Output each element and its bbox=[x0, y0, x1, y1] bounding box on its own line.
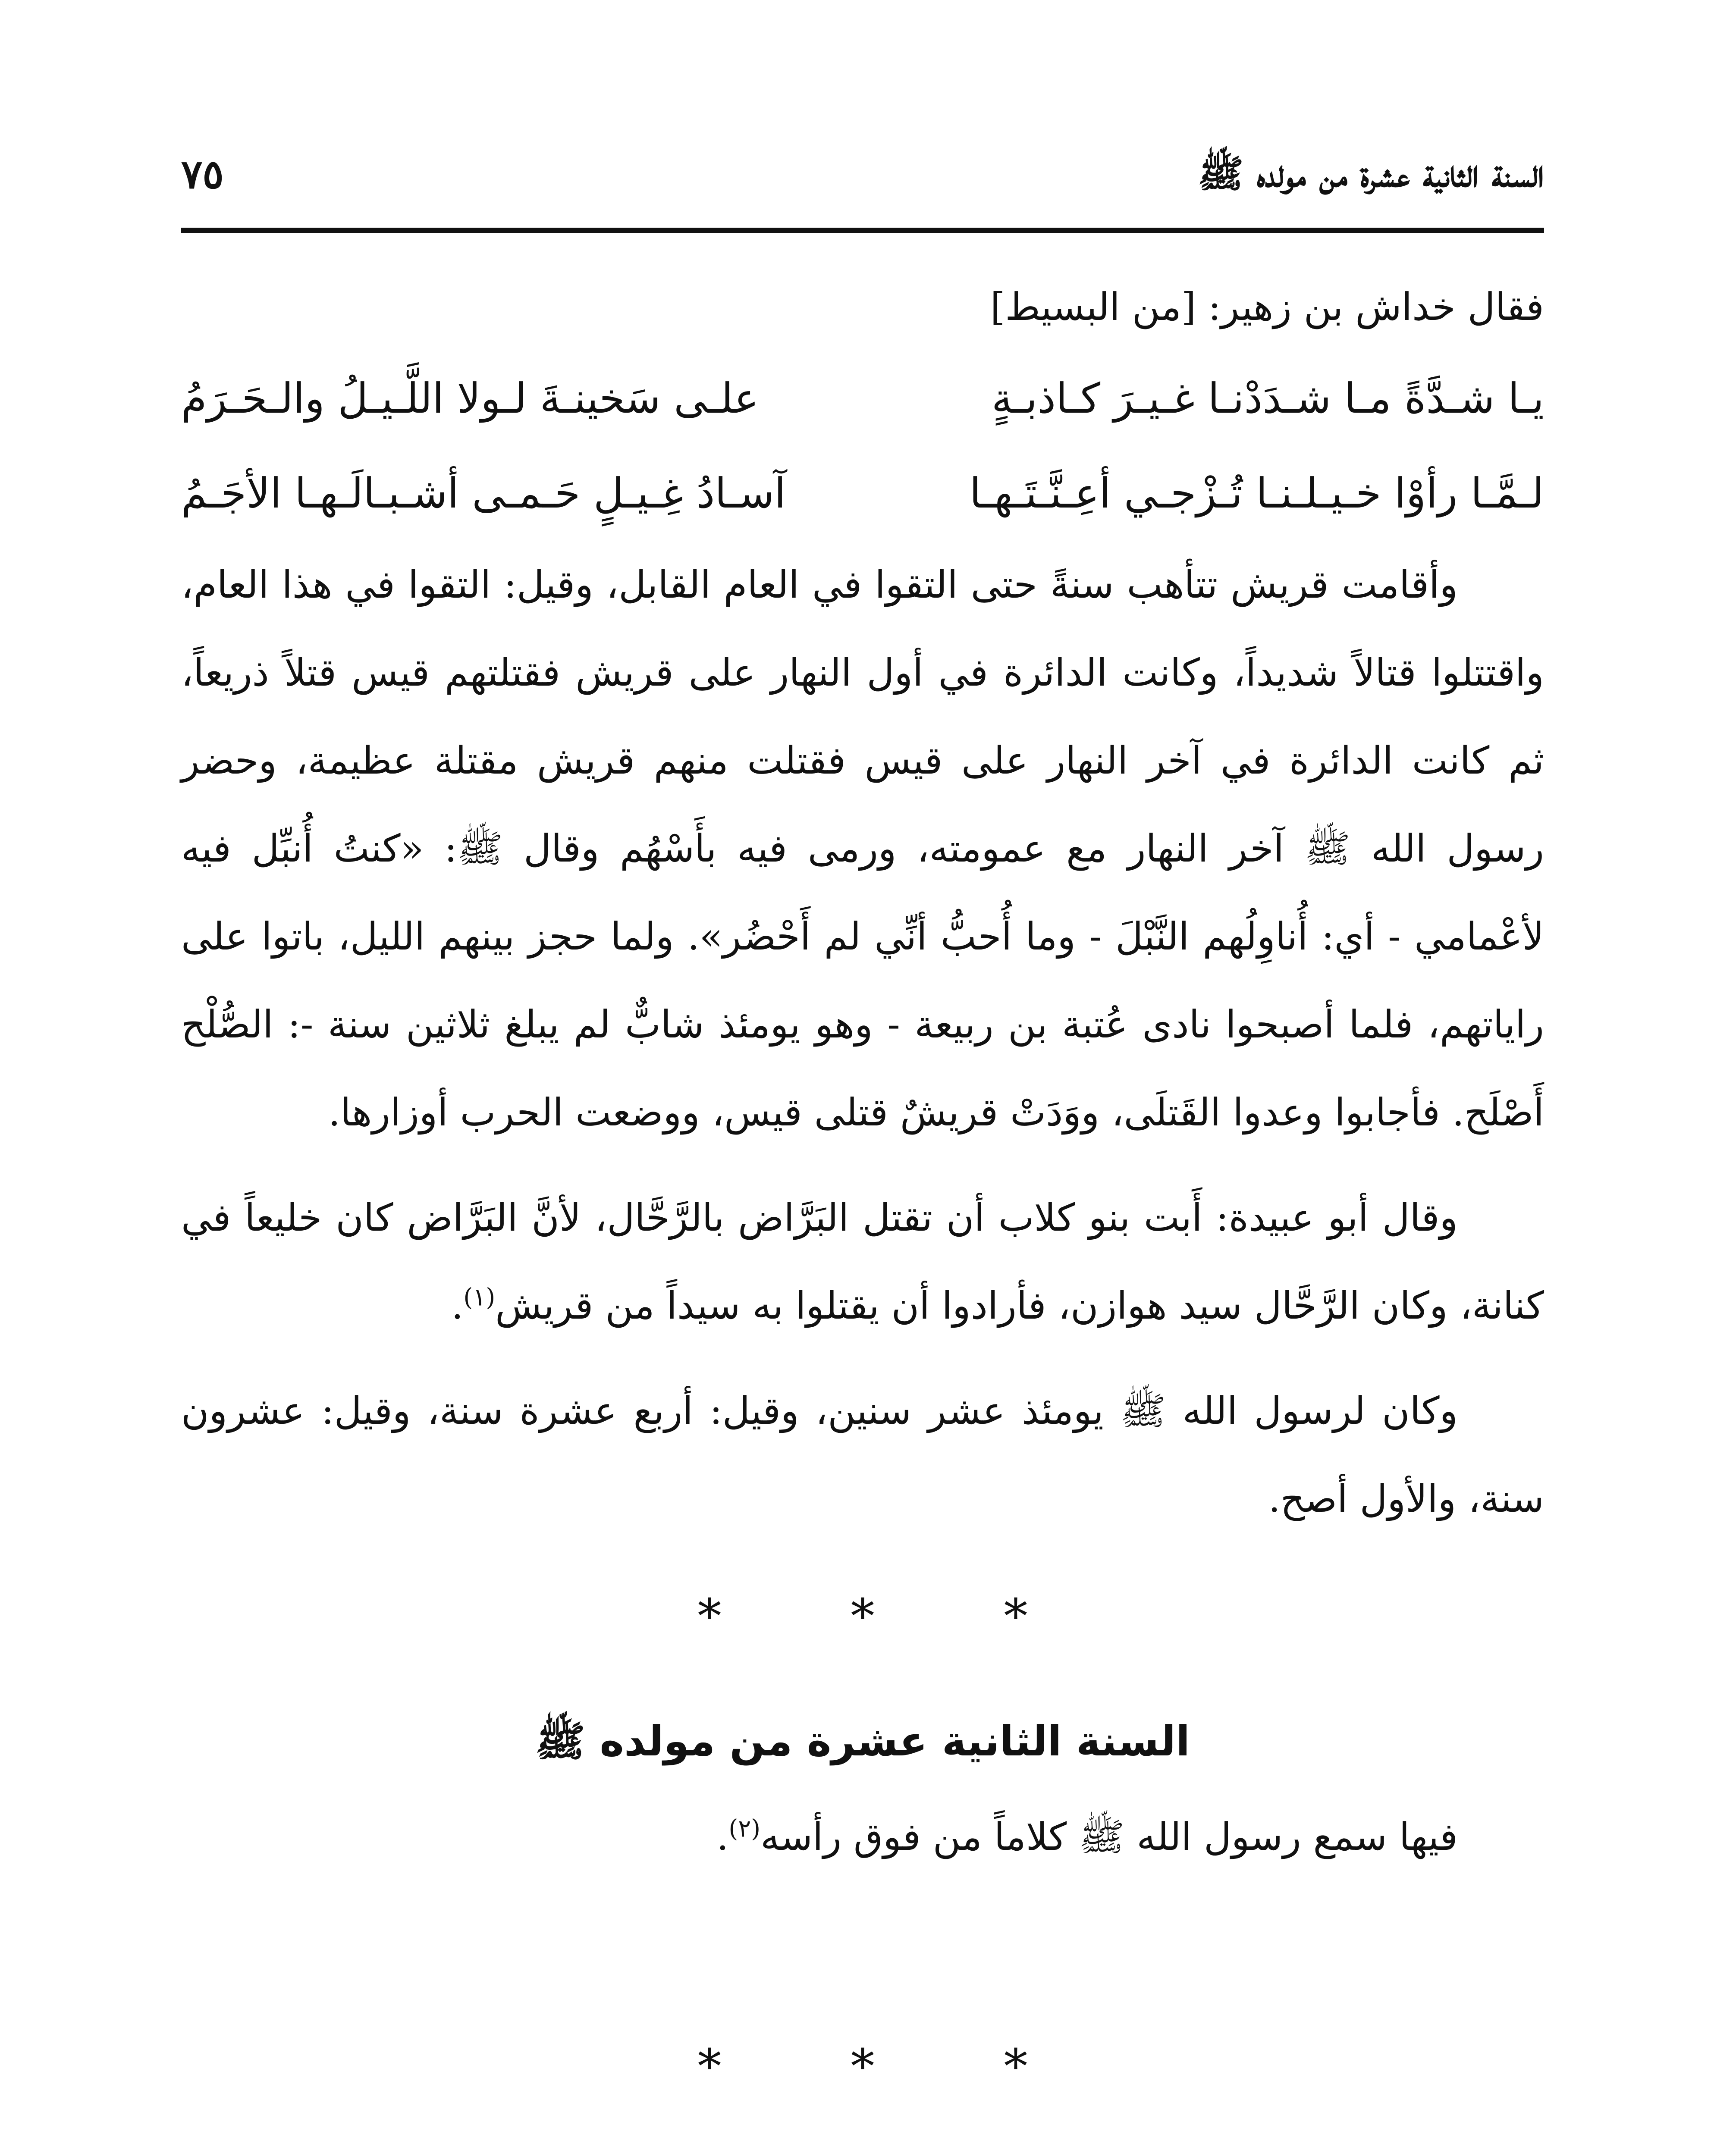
section-heading: السنة الثانية عشرة من مولده ﷺ bbox=[535, 1717, 1190, 1765]
verse-second-half: علـى سَخينـةَ لـولا اللَّـيـلُ والـحَـرَمُ bbox=[181, 374, 759, 423]
verse-first-half: يـا شـدَّةً مـا شـدَدْنـا غـيـرَ كـاذبـةٍ bbox=[991, 374, 1544, 423]
poem-intro: فقال خداش بن زهير: [من البسيط] bbox=[990, 285, 1544, 329]
paragraph-abu-ubaida: وقال أبو عبيدة: أَبت بنو كلاب أن تقتل البَرَّاض بالرَّحَّال، لأنَّ البَرَّاض كان خليعاً في كنانة، وكان الرَّحَّال سيد هوازن، فأرادوا أن يقتلوا به سيداً من قريش$^{(١)}$. bbox=[181, 1195, 1544, 1328]
running-title: السنة الثانية عشرة من مولده ﷺ bbox=[1198, 151, 1544, 196]
ornament-divider bbox=[181, 2010, 1544, 2122]
asterisk-icon: * bbox=[697, 1589, 722, 1644]
asterisk-icon: * bbox=[697, 2039, 722, 2094]
poem-verse bbox=[181, 351, 1544, 446]
main-text bbox=[181, 263, 1544, 2122]
verse-first-half: لـمَّـا رأوْا خـيـلـنـا تُـزْجـي أعِـنَّـتَـهـا bbox=[969, 469, 1544, 517]
header-rule bbox=[181, 228, 1544, 233]
paragraph-text: وقال أبو عبيدة: أَبت بنو كلاب أن تقتل البَرَّاض بالرَّحَّال، لأنَّ البَرَّاض كان خليعاً في كنانة، وكان الرَّحَّال سيد هوازن، فأرادوا أن يقتلوا به سيداً من قريش bbox=[181, 1195, 1544, 1328]
paragraph-battle: وأقامت قريش تتأهب سنةً حتى التقوا في العام القابل، وقيل: التقوا في هذا العام، واقتتلوا قتالاً شديداً، وكانت الدائرة في أول النهار على قريش فقتلتهم قيس قتلاً ذريعاً، ثم كانت الدائرة في آخر النهار على قيس فقتلت منهم قريش مقتلة عظيمة، وحضر رسول الله ﷺ آخر النهار مع عمومته، ورمى فيه بأَسْهُم وقال ﷺ: «كنتُ أُنبِّل فيه لأعْمامي - أي: أُناوِلُهم النَّبْلَ - وما أُحبُّ أنِّي لم أَحْضُر». ولما حجز بينهم الليل، باتوا على راياتهم، فلما أصبحوا نادى عُتبة بن ربيعة - وهو يومئذ شابٌّ لم يبلغ ثلاثين سنة -: الصُّلْح أَصْلَح. فأجابوا وعدوا القَتلَى، ووَدَتْ قريشٌ قتلى قيس، ووضعت الحرب أوزارها. bbox=[181, 562, 1544, 1134]
paragraph-age: وكان لرسول الله ﷺ يومئذ عشر سنين، وقيل: أربع عشرة سنة، وقيل: عشرون سنة، والأول أصح. bbox=[181, 1388, 1544, 1521]
section-paragraph: فيها سمع رسول الله ﷺ كلاماً من فوق رأسه$^{(٢)}$. bbox=[716, 1814, 1458, 1859]
running-header bbox=[181, 142, 1544, 216]
verse-second-half: آسـادُ غِـيـلٍ حَـمـى أشـبـالَـهـا الأجَـمُ bbox=[181, 469, 786, 517]
ornament-divider bbox=[181, 1560, 1544, 1672]
poem-verse bbox=[181, 446, 1544, 541]
asterisk-icon: * bbox=[851, 1589, 875, 1644]
footnote-marker[interactable]: (١) bbox=[463, 1283, 496, 1312]
page-number: ٧٥ bbox=[181, 151, 224, 197]
asterisk-icon: * bbox=[851, 2039, 875, 2094]
asterisk-icon: * bbox=[1004, 1589, 1028, 1644]
paragraph-text: فيها سمع رسول الله ﷺ كلاماً من فوق رأسه bbox=[760, 1814, 1458, 1859]
asterisk-icon: * bbox=[1004, 2039, 1028, 2094]
footnote-marker[interactable]: (٢) bbox=[728, 1814, 761, 1843]
